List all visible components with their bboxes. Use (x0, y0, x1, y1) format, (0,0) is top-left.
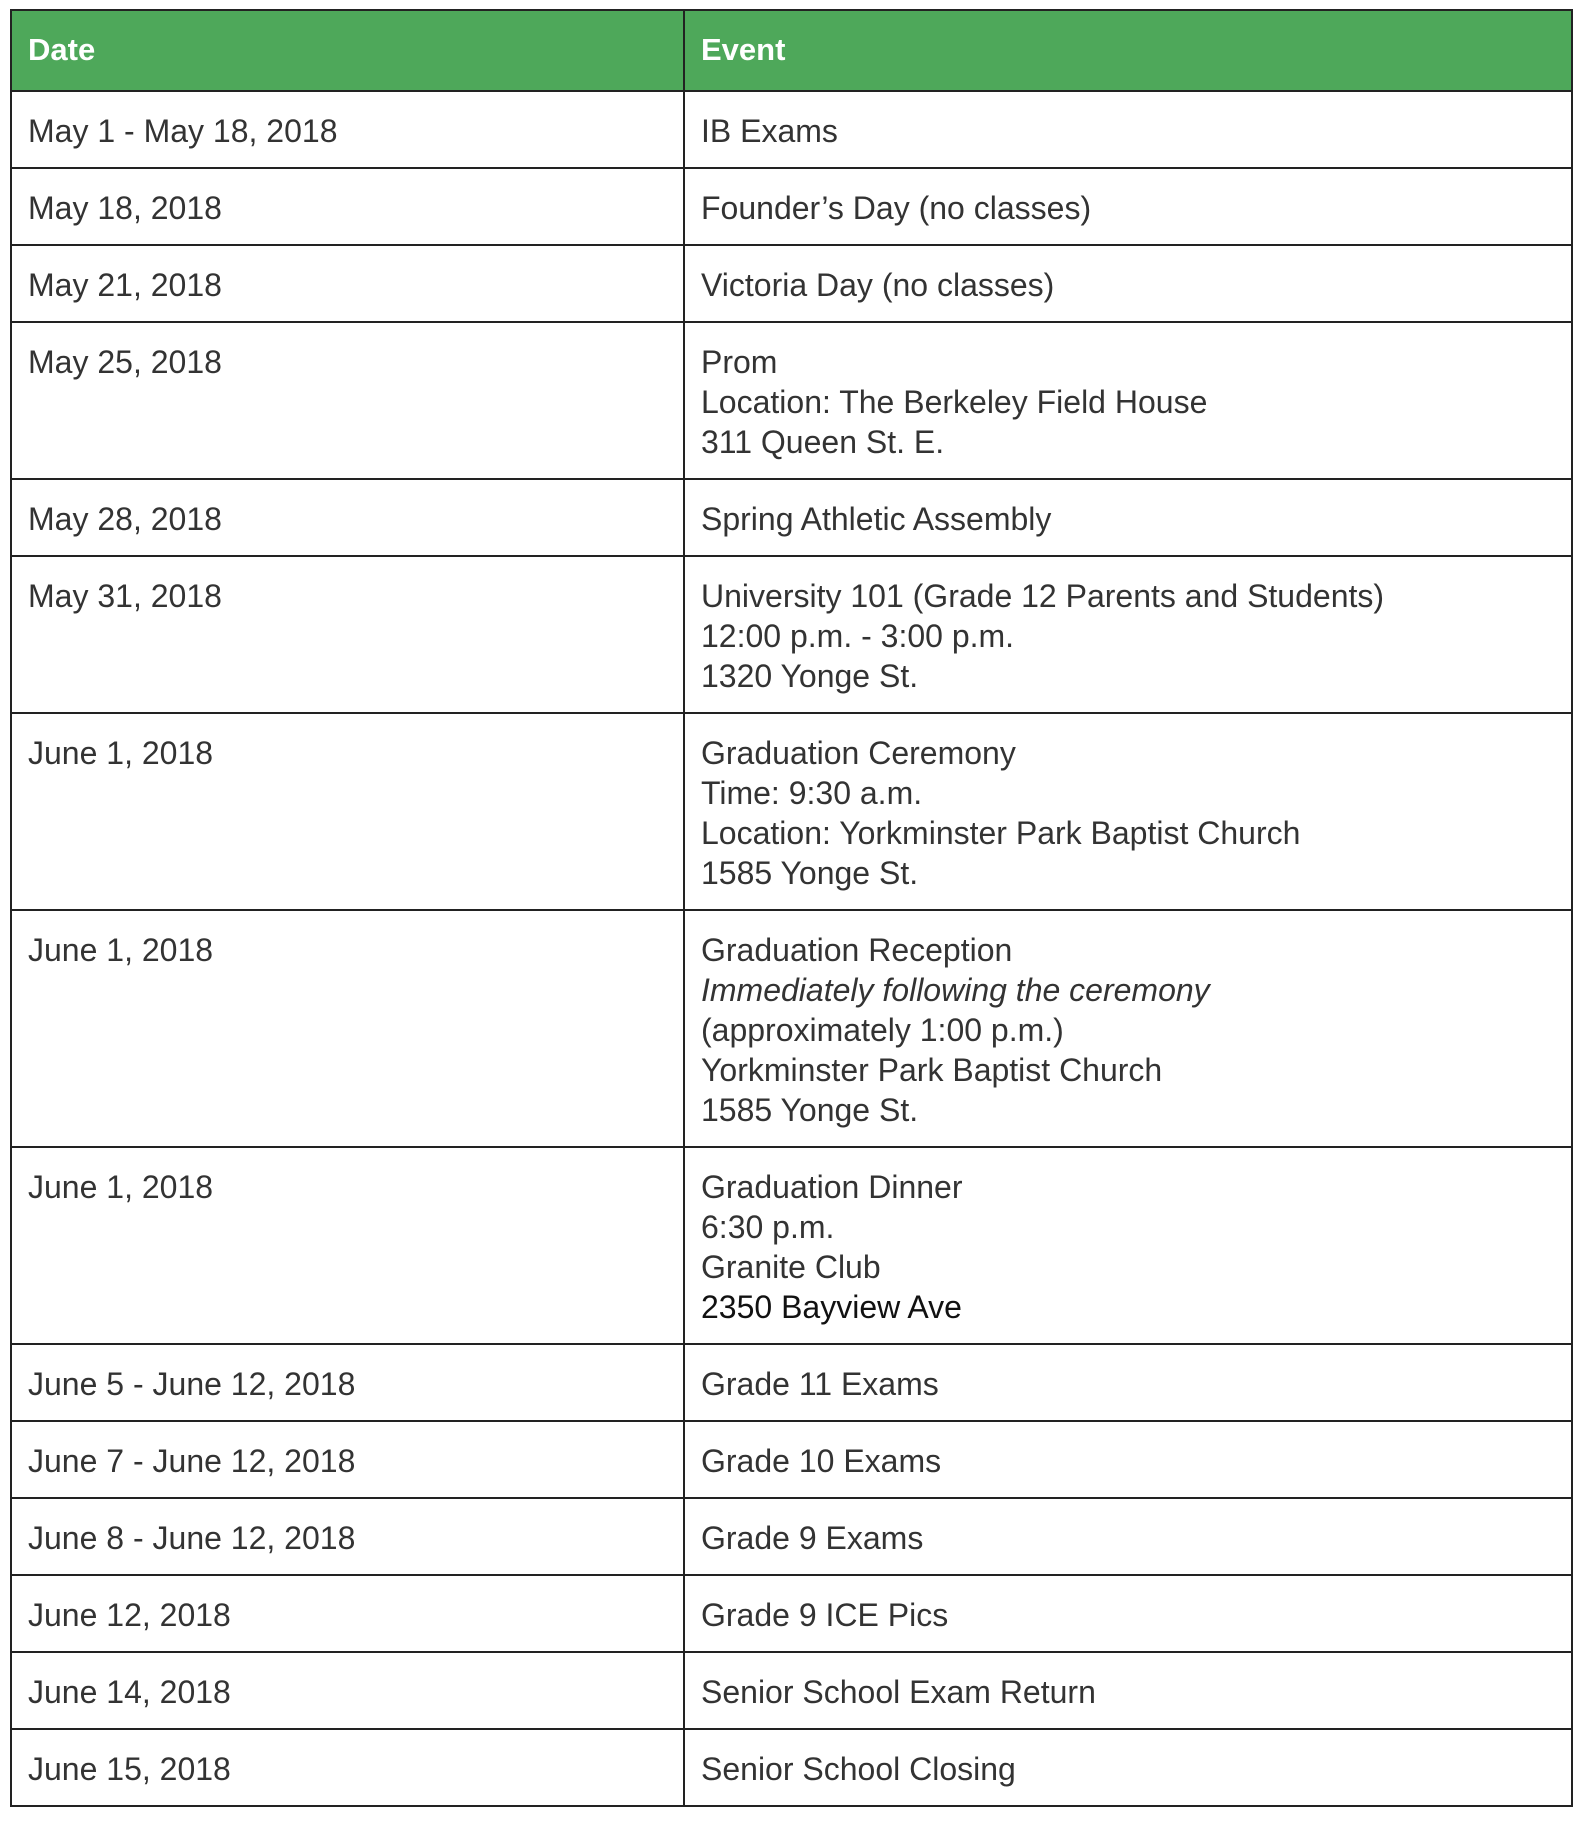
date-cell: May 18, 2018 (11, 168, 684, 245)
table-row (11, 556, 1572, 713)
event-cell (684, 91, 1572, 168)
event-cell (684, 1729, 1572, 1806)
date-cell: June 5 - June 12, 2018 (11, 1344, 684, 1421)
event-cell (684, 910, 1572, 1147)
event-line: 6:30 p.m. (701, 1209, 835, 1245)
date-cell: June 7 - June 12, 2018 (11, 1421, 684, 1498)
event-line: 1585 Yonge St. (701, 1092, 919, 1128)
event-line: Time: 9:30 a.m. (701, 775, 923, 811)
date-cell: May 1 - May 18, 2018 (11, 91, 684, 168)
event-line: Granite Club (701, 1249, 881, 1285)
date-cell: June 12, 2018 (11, 1575, 684, 1652)
event-cell (684, 322, 1572, 479)
table-row (11, 245, 1572, 322)
date-cell: May 25, 2018 (11, 322, 684, 479)
event-line: 2350 Bayview Ave (701, 1289, 962, 1325)
date-cell: May 21, 2018 (11, 245, 684, 322)
event-cell (684, 168, 1572, 245)
event-cell (684, 556, 1572, 713)
table-row (11, 479, 1572, 556)
event-line: 311 Queen St. E. (701, 424, 945, 460)
event-line: 1320 Yonge St. (701, 658, 919, 694)
event-cell (684, 1147, 1572, 1344)
header-row (11, 10, 1572, 91)
date-cell: June 15, 2018 (11, 1729, 684, 1806)
column-header-event: Event (684, 10, 1572, 91)
table-row (11, 1729, 1572, 1806)
event-line: (approximately 1:00 p.m.) (701, 1012, 1064, 1048)
table-row (11, 1147, 1572, 1344)
event-line: Founder’s Day (no classes) (701, 190, 1092, 226)
table-row (11, 1575, 1572, 1652)
date-cell: May 28, 2018 (11, 479, 684, 556)
event-cell (684, 479, 1572, 556)
date-cell: June 1, 2018 (11, 910, 684, 1147)
date-cell: June 1, 2018 (11, 713, 684, 910)
event-line: Graduation Ceremony (701, 735, 1016, 771)
event-line: Spring Athletic Assembly (701, 501, 1052, 537)
event-line: Senior School Closing (701, 1751, 1016, 1787)
event-line: Grade 11 Exams (701, 1366, 939, 1402)
table-row (11, 1498, 1572, 1575)
event-line: Graduation Reception (701, 932, 1013, 968)
event-line: Location: The Berkeley Field House (701, 384, 1208, 420)
event-line: University 101 (Grade 12 Parents and Students) (701, 578, 1385, 614)
event-line: Yorkminster Park Baptist Church (701, 1052, 1163, 1088)
table-row (11, 1652, 1572, 1729)
table-row (11, 910, 1572, 1147)
event-line: IB Exams (701, 113, 838, 149)
event-line: Grade 9 Exams (701, 1520, 924, 1556)
event-line: 12:00 p.m. - 3:00 p.m. (701, 618, 1015, 654)
events-table (10, 9, 1573, 1807)
event-cell (684, 713, 1572, 910)
event-cell (684, 1498, 1572, 1575)
table-row (11, 713, 1572, 910)
table-row (11, 322, 1572, 479)
event-line: Graduation Dinner (701, 1169, 963, 1205)
event-line: Victoria Day (no classes) (701, 267, 1055, 303)
event-line: Senior School Exam Return (701, 1674, 1096, 1710)
table-row (11, 168, 1572, 245)
table-body (11, 91, 1572, 1806)
column-header-date: Date (11, 10, 684, 91)
event-line: Grade 9 ICE Pics (701, 1597, 949, 1633)
event-line: Location: Yorkminster Park Baptist Church (701, 815, 1301, 851)
event-line: 1585 Yonge St. (701, 855, 919, 891)
table-row (11, 1344, 1572, 1421)
event-cell (684, 1344, 1572, 1421)
event-cell (684, 245, 1572, 322)
event-line: Grade 10 Exams (701, 1443, 942, 1479)
table-header (11, 10, 1572, 91)
event-line: Immediately following the ceremony (701, 972, 1210, 1008)
date-cell: June 1, 2018 (11, 1147, 684, 1344)
date-cell: June 14, 2018 (11, 1652, 684, 1729)
event-cell (684, 1575, 1572, 1652)
table-row (11, 91, 1572, 168)
date-cell: June 8 - June 12, 2018 (11, 1498, 684, 1575)
date-cell: May 31, 2018 (11, 556, 684, 713)
event-cell (684, 1652, 1572, 1729)
event-line: Prom (701, 344, 778, 380)
table-row (11, 1421, 1572, 1498)
event-cell (684, 1421, 1572, 1498)
